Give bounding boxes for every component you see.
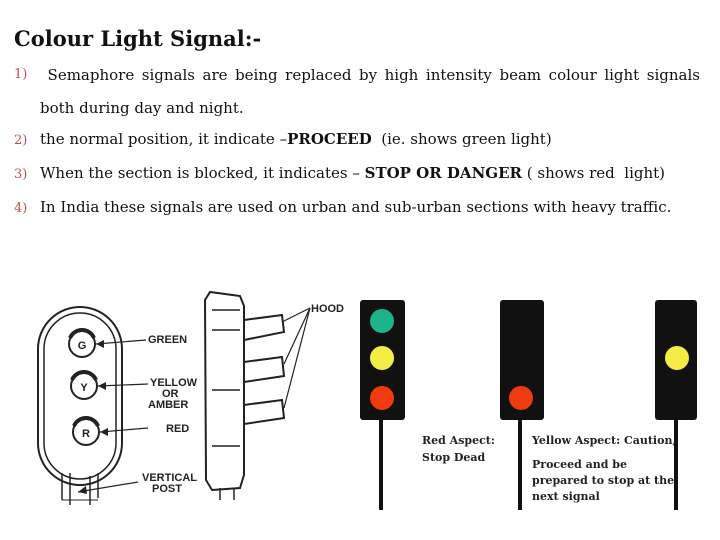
word: Semaphore bbox=[47, 66, 135, 84]
label-amber: AMBER bbox=[148, 399, 189, 411]
green-light bbox=[370, 309, 394, 333]
point-text: ( shows red light) bbox=[522, 164, 666, 182]
point-number: 4) bbox=[14, 201, 28, 216]
signal-side-view bbox=[205, 292, 310, 500]
point-emphasis: STOP OR DANGER bbox=[364, 164, 522, 182]
lamp-letter-r: R bbox=[82, 428, 90, 440]
hood-leaders bbox=[282, 308, 310, 408]
word: by bbox=[358, 66, 378, 84]
red-aspect-caption-1: Red Aspect: bbox=[422, 434, 495, 447]
yellow-aspect-caption-3: prepared to stop at the bbox=[532, 474, 675, 487]
yellow-light bbox=[370, 346, 394, 370]
word: are bbox=[202, 66, 228, 84]
word: signals bbox=[141, 66, 195, 84]
point-text: (ie. shows green light) bbox=[371, 130, 552, 148]
signal-front-view bbox=[38, 307, 148, 505]
arrow-head bbox=[100, 428, 108, 436]
point-number: 3) bbox=[14, 167, 28, 182]
lamp-letter-g: G bbox=[77, 340, 87, 352]
signal-post bbox=[518, 420, 522, 510]
word: light bbox=[604, 66, 640, 84]
yellow-aspect-caption-4: next signal bbox=[532, 490, 600, 503]
label-green: GREEN bbox=[148, 334, 188, 346]
side-housing bbox=[205, 292, 244, 490]
lamp-hood-arc bbox=[72, 372, 96, 380]
word: beam bbox=[499, 66, 542, 84]
red-aspect-caption-2: Stop Dead bbox=[422, 451, 486, 464]
yellow-light bbox=[665, 346, 689, 370]
label-hood: HOOD bbox=[311, 303, 344, 315]
point-emphasis: PROCEED bbox=[287, 130, 372, 148]
lamp-r bbox=[73, 418, 99, 445]
word: high bbox=[384, 66, 419, 84]
label-vertical: VERTICAL bbox=[142, 472, 197, 484]
arrow-head bbox=[96, 340, 104, 348]
point-number: 2) bbox=[14, 133, 28, 148]
hood bbox=[244, 357, 284, 382]
hood-leader bbox=[282, 308, 310, 322]
word: replaced bbox=[285, 66, 352, 84]
point-text: the normal position, it indicate – bbox=[40, 130, 288, 148]
point-text: When the section is blocked, it indicates – bbox=[40, 164, 365, 182]
page-title: Colour Light Signal:- bbox=[14, 26, 262, 51]
hood-leader bbox=[284, 308, 310, 364]
red-light bbox=[509, 386, 533, 410]
signal-post bbox=[379, 420, 383, 510]
lamp-y bbox=[71, 372, 97, 399]
arrow-head bbox=[98, 382, 106, 390]
lamp-hood-arc bbox=[74, 418, 98, 426]
point-number: 1) bbox=[14, 67, 28, 82]
red-light bbox=[370, 386, 394, 410]
arrow-head bbox=[78, 486, 87, 494]
signal-housing-inner bbox=[44, 313, 116, 479]
lamp-letter-y: Y bbox=[80, 382, 88, 394]
label-or: OR bbox=[162, 388, 179, 400]
signal-housing-outline bbox=[38, 307, 122, 485]
word: signals bbox=[646, 66, 700, 84]
point-1-line-2: both during day and night. bbox=[40, 99, 244, 117]
signal-three-aspect bbox=[360, 300, 405, 510]
yellow-aspect-caption-2: Proceed and be bbox=[532, 458, 627, 471]
hood bbox=[244, 315, 284, 340]
label-red: RED bbox=[166, 423, 190, 435]
word: intensity bbox=[425, 66, 492, 84]
lamp-hood-arc bbox=[70, 330, 94, 338]
label-post: POST bbox=[152, 483, 182, 495]
word: colour bbox=[548, 66, 597, 84]
word: being bbox=[235, 66, 278, 84]
hood bbox=[244, 400, 284, 424]
yellow-aspect-caption-1: Yellow Aspect: Caution, bbox=[532, 434, 677, 447]
lamp-g bbox=[69, 330, 95, 357]
label-yellow: YELLOW bbox=[150, 377, 198, 389]
hood-leader bbox=[284, 308, 310, 408]
point-text: In India these signals are used on urban and sub-urban sections with heavy traffic. bbox=[40, 198, 672, 216]
